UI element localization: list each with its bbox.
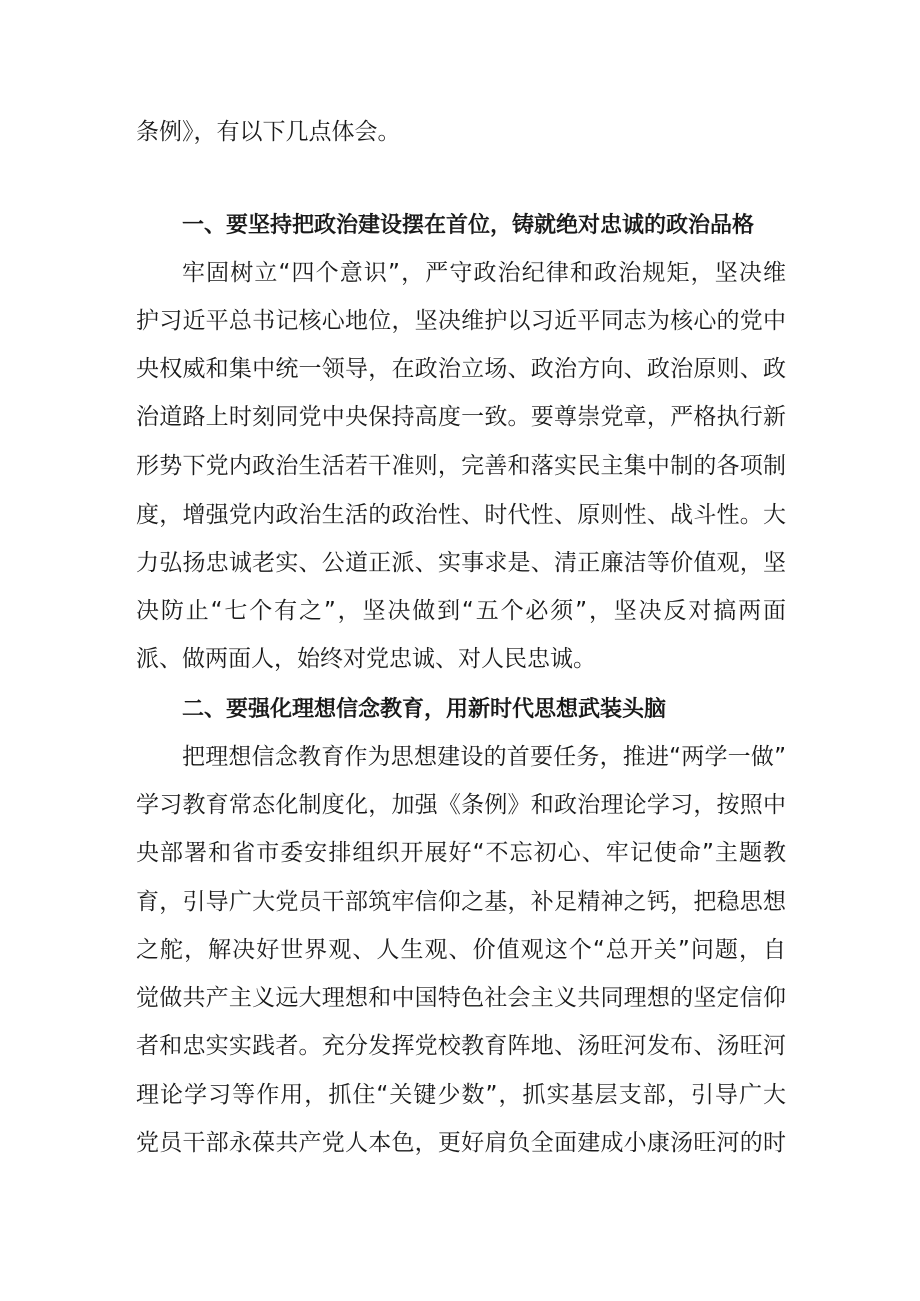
section-2-line-8: 理论学习等作用，抓住“关键少数”，抓实基层支部，引导广大: [136, 1082, 786, 1108]
section-2-line-1: 把理想信念教育作为思想建设的首要任务，推进“两学一做”: [182, 744, 786, 770]
section-1-line-3: 央权威和集中统一领导，在政治立场、政治方向、政治原则、政: [136, 356, 786, 382]
section-2-line-2: 学习教育常态化制度化，加强《条例》和政治理论学习，按照中: [136, 792, 786, 818]
section-1-line-6: 度，增强党内政治生活的政治性、时代性、原则性、战斗性。大: [136, 502, 786, 528]
section-2-line-9: 党员干部永葆共产党人本色，更好肩负全面建成小康汤旺河的时: [136, 1130, 786, 1156]
section-1-line-2: 护习近平总书记核心地位，坚决维护以习近平同志为核心的党中: [136, 308, 786, 334]
section-2-heading: 二、要强化理想信念教育，用新时代思想武装头脑: [182, 697, 667, 722]
section-2-line-3: 央部署和省市委安排组织开展好“不忘初心、牢记使命”主题教: [136, 840, 786, 866]
section-2-line-4: 育，引导广大党员干部筑牢信仰之基，补足精神之钙，把稳思想: [136, 889, 786, 915]
section-1-heading: 一、要坚持把政治建设摆在首位，铸就绝对忠诚的政治品格: [182, 213, 755, 238]
section-1-line-4: 治道路上时刻同党中央保持高度一致。要尊崇党章，严格执行新: [136, 404, 786, 430]
section-1-line-9: 派、做两面人，始终对党忠诚、对人民忠诚。: [136, 646, 596, 672]
section-2-line-7: 者和忠实实践者。充分发挥党校教育阵地、汤旺河发布、汤旺河: [136, 1033, 786, 1059]
section-2-line-5: 之舵，解决好世界观、人生观、价值观这个“总开关”问题，自: [136, 937, 786, 963]
section-1-line-7: 力弘扬忠诚老实、公道正派、实事求是、清正廉洁等价值观，坚: [136, 550, 786, 576]
section-1-line-8: 决防止“七个有之”，坚决做到“五个必须”，坚决反对搞两面: [136, 598, 786, 624]
section-1-line-1: 牢固树立“四个意识”，严守政治纪律和政治规矩，坚决维: [182, 260, 786, 286]
section-1-line-5: 形势下党内政治生活若干准则，完善和落实民主集中制的各项制: [136, 453, 786, 479]
section-2-line-6: 觉做共产主义远大理想和中国特色社会主义共同理想的坚定信仰: [136, 985, 786, 1011]
intro-tail-line: 条例》，有以下几点体会。: [136, 119, 401, 145]
